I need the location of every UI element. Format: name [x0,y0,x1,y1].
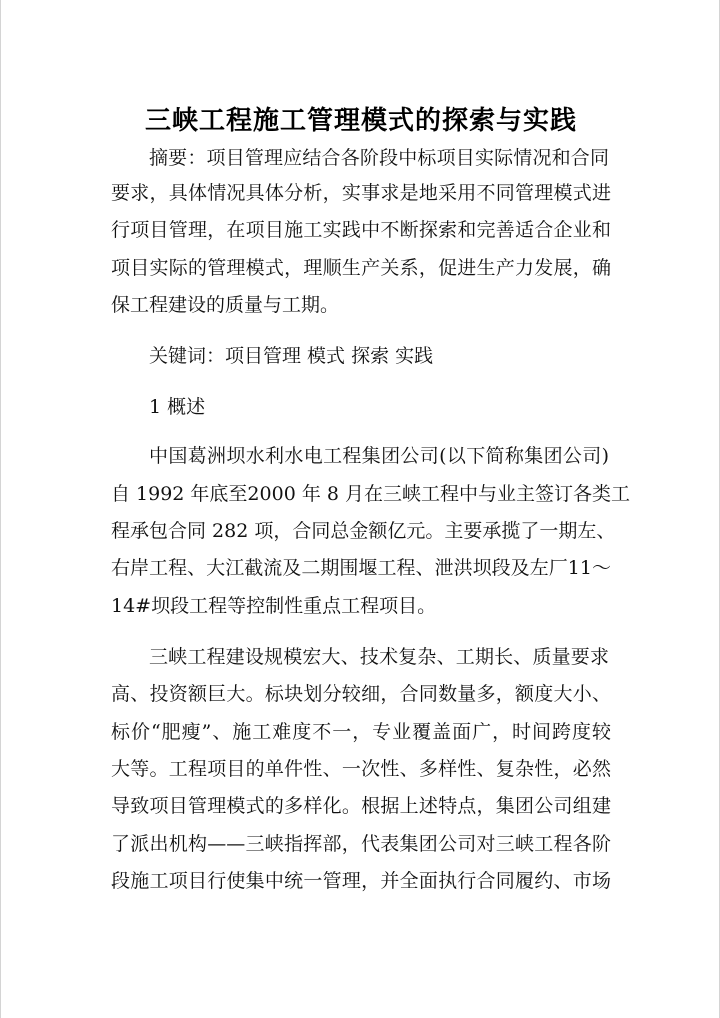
abstract-line: 行项目管理，在项目施工实践中不断探索和完善适合企业和 [111,219,611,241]
paragraph-line: 导致项目管理模式的多样化。根据上述特点，集团公司组建 [111,795,611,817]
section-heading: 1 概述 [149,396,206,418]
paragraph-line: 程承包合同 282 项，合同总金额亿元。主要承揽了一期左、 [111,520,616,542]
paragraph-line: 三峡工程建设规模宏大、技术复杂、工期长、质量要求 [149,646,609,668]
paragraph-line: 自 1992 年底至2000 年 8 月在三峡工程中与业主签订各类工 [111,483,630,505]
paragraph-line: 右岸工程、大江截流及二期围堰工程、泄洪坝段及左厂11～ [111,557,611,579]
paragraph-line: 标价“肥瘦”、施工难度不一，专业覆盖面广，时间跨度较 [111,721,611,743]
paragraph-line: 中国葛洲坝水利水电工程集团公司(以下简称集团公司) [149,445,609,467]
paragraph-line: 14#坝段工程等控制性重点工程项目。 [111,595,437,617]
paragraph-line: 大等。工程项目的单件性、一次性、多样性、复杂性，必然 [111,758,611,780]
document-title: 三峡工程施工管理模式的探索与实践 [144,106,577,137]
paragraph-line: 了派出机构——三峡指挥部，代表集团公司对三峡工程各阶 [111,833,611,855]
abstract-line: 摘要：项目管理应结合各阶段中标项目实际情况和合同 [149,147,609,169]
keywords-line: 关键词：项目管理 模式 探索 实践 [149,345,434,367]
paragraph-line: 段施工项目行使集中统一管理，并全面执行合同履约、市场 [111,870,611,892]
abstract-line: 要求，具体情况具体分析，实事求是地采用不同管理模式进 [111,182,611,204]
abstract-line: 项目实际的管理模式，理顺生产关系，促进生产力发展，确 [111,257,611,279]
paragraph-line: 高、投资额巨大。标块划分较细，合同数量多，额度大小、 [111,683,611,705]
abstract-line: 保工程建设的质量与工期。 [111,294,340,316]
